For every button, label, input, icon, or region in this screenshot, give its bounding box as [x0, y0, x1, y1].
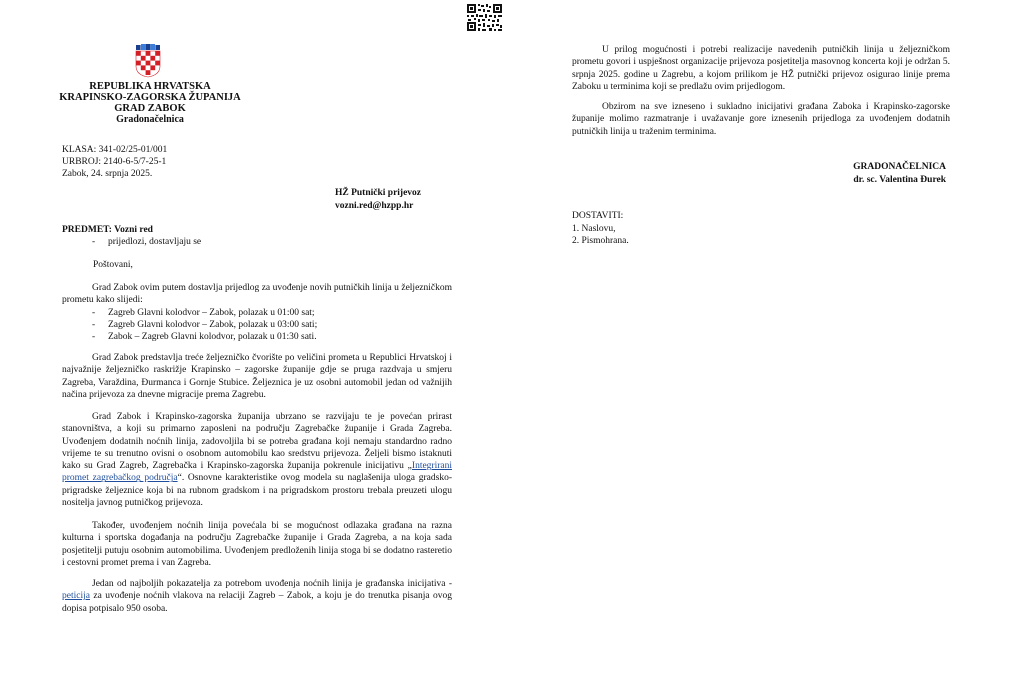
subject-title: PREDMET: Vozni red	[62, 225, 153, 235]
header-line-city: GRAD ZABOK	[114, 103, 186, 114]
signature-name: dr. sc. Valentina Đurek	[853, 174, 946, 185]
subject-subtitle: prijedlozi, dostavljaju se	[108, 237, 202, 247]
list-item: - Zagreb Glavni kolodvor – Zabok, polazak u 01:00 sat;	[92, 307, 315, 318]
petition-link[interactable]: peticija	[62, 591, 90, 602]
paragraph-railway-hub	[62, 352, 452, 401]
proposed-line-1: Zagreb Glavni kolodvor – Zabok, polazak u 01:00 sat;	[108, 307, 315, 318]
greeting: Poštovani,	[93, 260, 133, 270]
list-item: - Zagreb Glavni kolodvor – Zabok, polazak u 03:00 sati;	[92, 319, 318, 330]
signature-block	[800, 161, 946, 186]
integrated-transport-link[interactable]: Integrirani promet zagrebačkog područja	[62, 461, 452, 484]
delivery-title: DOSTAVITI:	[572, 211, 624, 221]
header-line-republic: REPUBLIKA HRVATSKA	[89, 81, 211, 92]
paragraph-growth	[62, 411, 452, 509]
recipient-name: HŽ Putnički prijevoz	[335, 188, 422, 198]
signature-title: GRADONAČELNICA	[853, 162, 946, 172]
recipient-email: vozni.red@hzpp.hr	[335, 201, 414, 211]
paragraph-railway-hub-text: Grad Zabok predstavlja treće željezničko čvorište po veličini prometa u Republici Hrvatskoj i najvažnije željezničko raskrižje Krapinsko – zagorske županije gdje se pruga razdvaja u smjeru Zagreba, Varaždina, Đurmanca i Gornje Stubice. Željeznica je uz osobni automobil jedan od važnijih načina prijevoza za dnevne migracije prema Zagrebu.	[62, 353, 452, 400]
list-item: 2. Pismohrana.	[572, 236, 629, 246]
delivery-list	[572, 210, 629, 248]
header-line-county: KRAPINSKO-ZAGORSKA ŽUPANIJA	[59, 92, 241, 103]
subject-sub-item	[62, 236, 201, 248]
croatian-coat-of-arms-icon	[135, 44, 161, 78]
list-item: - Zabok – Zagreb Glavni kolodvor, polazak u 01:30 sati.	[92, 332, 317, 343]
proposed-line-3: Zabok – Zagreb Glavni kolodvor, polazak u 01:30 sati.	[108, 332, 317, 343]
paragraph-petition-text-1: Jedan od najboljih pokazatelja za potrebom uvođenja noćnih linija je građanska inicijativa -	[92, 579, 452, 589]
list-item: 1. Naslovu,	[572, 223, 616, 234]
dash-bullet: -	[92, 237, 96, 247]
paragraph-request-text: Obzirom na sve izneseno i sukladno inicijativi građana Zaboka i Krapinsko-zagorske županije molimo razmatranje i uvažavanje gore iznesenih prijedloga za uvođenjem dodatnih putničkih linija u traženim terminima.	[572, 102, 950, 137]
document-date: Zabok, 24. srpnja 2025.	[62, 169, 153, 179]
paragraph-events	[62, 520, 452, 569]
paragraph-concert-text: U prilog mogućnosti i potrebi realizacije navedenih putničkih linija u željezničkom prometu govori i uspješnost organizacije prijevoza posjetitelja masovnog koncerta koji je održan 5. srpnja 2025. godine u Zagrebu, a kojom prilikom je HŽ putnički prijevoz osigurao linije prema Zaboku u terminima koji se predlažu ovim prijedlogom.	[572, 45, 950, 92]
paragraph-growth-text-1: Grad Zabok i Krapinsko-zagorska županija ubrzano se razvijaju te je povećan prirast stanovništva, a koji su primarno zaposleni na području Zagrebačke županije i Grada Zagreba. Uvođenjem dodatnih noćnih linija, zadovoljila bi se potreba građana koji nemaju standardno radno vrijeme te su trenutno ovisni o osobnom automobilu kao sredstvu prijevoza. Željeli bismo istaknuti kako su Grad Zagreb, Zagrebačka i Krapinsko-zagorska županija pokrenule inicijativu „	[62, 412, 452, 472]
urbroj-number: URBROJ: 2140-6-5/7-25-1	[62, 157, 167, 167]
paragraph-request	[572, 101, 950, 138]
klasa-number: KLASA: 341-02/25-01/001	[62, 145, 168, 155]
paragraph-events-text: Također, uvođenjem noćnih linija povećala bi se mogućnost odlazaka građana na razna kulturna i sportska događanja na području Zagrebačke županije i Grada Zagreba, a na koja sada posjetitelji putuju osobnim automobilima. Uvođenjem predloženih linija stoga bi se dodatno rasteretio i cestovni promet prema i van Zagreba.	[62, 521, 452, 568]
header-line-office: Gradonačelnica	[116, 114, 184, 125]
subject-block	[62, 224, 201, 248]
paragraph-petition-text-2: za uvođenje noćnih vlakova na relaciji Zagreb – Zabok, a koju je do trenutka pisanja ovog dopisa potpisalo 950 osoba.	[62, 591, 452, 614]
recipient-block	[335, 187, 421, 213]
intro-paragraph	[62, 282, 452, 343]
issuer-header	[40, 81, 260, 125]
proposed-line-2: Zagreb Glavni kolodvor – Zabok, polazak u 03:00 sati;	[108, 319, 318, 330]
paragraph-petition	[62, 578, 452, 615]
paragraph-concert	[572, 44, 950, 93]
document-meta	[62, 144, 167, 180]
intro-text: Grad Zabok ovim putem dostavlja prijedlog za uvođenje novih putničkih linija u željezničkom prometu kako slijedi:	[62, 283, 452, 306]
proposed-lines-list	[62, 307, 452, 344]
paragraph-growth-text-2: “. Osnovne karakteristike ovog modela su naglašenija uloga gradsko-prigradske željeznice koja bi na rubnom gradskom i na prigradskom prostoru trebala preuzeti ulogu nositelja javnog putničkog prijevoza.	[62, 473, 452, 509]
